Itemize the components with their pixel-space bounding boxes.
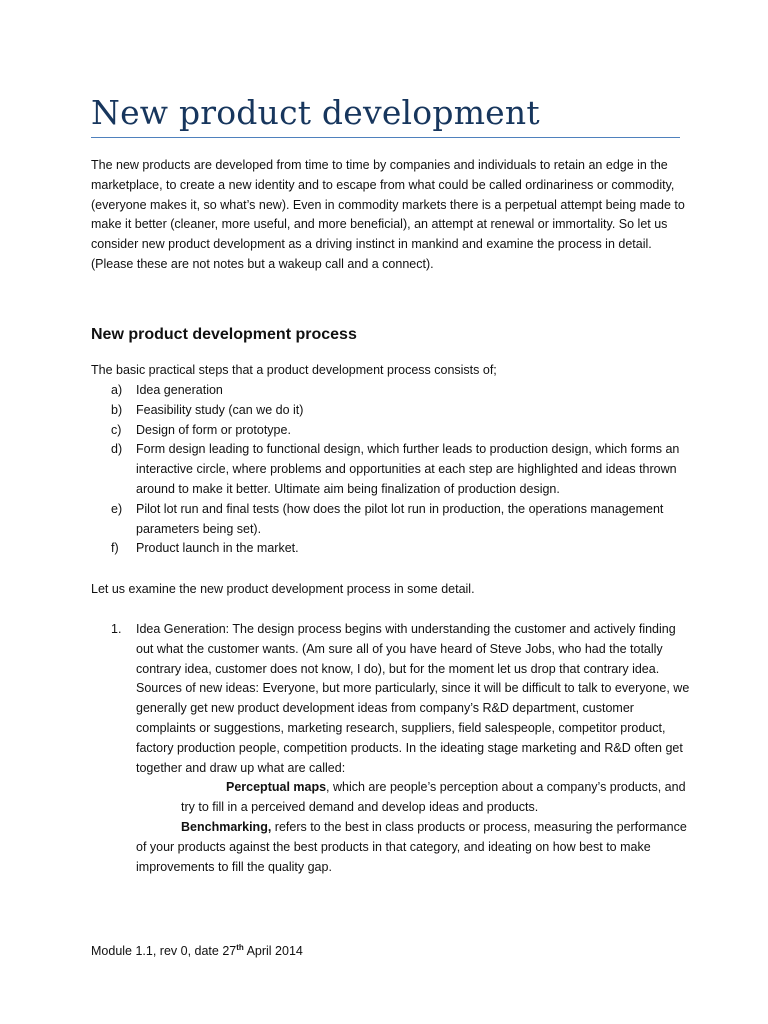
- list-item-text: Design of form or prototype.: [136, 422, 291, 437]
- detail-list: [91, 620, 691, 877]
- steps-list: [91, 381, 691, 559]
- examine-paragraph: Let us examine the new product development process in some detail.: [91, 582, 475, 596]
- list-item: [91, 500, 691, 540]
- page-footer: [91, 942, 303, 960]
- footer-text: Module 1.1, rev 0, date 27: [91, 944, 237, 958]
- list-item-text: Idea generation: [136, 383, 223, 397]
- detail-item: [91, 620, 691, 877]
- list-item-text: Pilot lot run and final tests (how does the pilot lot run in production, the operations management parameters being set).: [136, 501, 664, 536]
- perceptual-maps-text: , which are people’s perception about a company’s products, and try to fill in a perceived demand and develop ideas and products.: [181, 780, 686, 815]
- section-heading: New product development process: [91, 326, 357, 343]
- footer-superscript: th: [236, 943, 244, 952]
- list-item: [91, 381, 691, 401]
- list-item-text: Feasibility study (can we do it): [136, 402, 304, 417]
- list-marker: b): [111, 402, 123, 417]
- title-underline: [91, 137, 680, 138]
- list-marker: c): [111, 422, 122, 437]
- perceptual-maps-term: Perceptual maps: [226, 780, 327, 795]
- detail-number: 1.: [111, 622, 122, 636]
- idea-generation-text: Idea Generation: The design process begins with understanding the customer and actively finding out what the customer wants. (Am sure all of you have heard of Steve Jobs, who had the totally contrary idea, customer does not know, I do), but for the moment let us drop that contrary idea.: [136, 622, 676, 676]
- list-marker: e): [111, 501, 123, 516]
- sources-text: Sources of new ideas: Everyone, but more particularly, since it will be difficult to talk to everyone, we generally get new product development ideas from company’s R&D department, customer complaints or suggestions, marketing research, suppliers, field salespeople, competitor product, factory production people, competition products. In the ideating stage marketing and R&D often get together and draw up what are called:: [136, 681, 690, 775]
- document-title: New product development: [91, 93, 540, 132]
- list-item-text: Product launch in the market.: [136, 541, 299, 556]
- list-marker: a): [111, 383, 123, 397]
- list-item: [91, 440, 691, 499]
- perceptual-maps-paragraph: [136, 778, 691, 818]
- benchmarking-term: Benchmarking,: [181, 819, 272, 834]
- list-item: [91, 539, 691, 559]
- list-item-text: Form design leading to functional design, which further leads to production design, which forms an interactive circle, where problems and opportunities at each step are highlighted and ideas thrown around to make it better. Ultimate aim being finalization of production design.: [136, 442, 680, 496]
- list-item: [91, 421, 691, 441]
- list-marker: f): [111, 541, 119, 556]
- benchmarking-paragraph: [136, 818, 691, 877]
- list-marker: d): [111, 442, 123, 457]
- footer-text-after: April 2014: [243, 944, 303, 958]
- steps-lead-text: The basic practical steps that a product development process consists of;: [91, 363, 497, 377]
- benchmarking-text: refers to the best in class products or process, measuring the performance of your products against the best products in that category, and ideating on how best to make improvements to fill the quality gap.: [136, 819, 687, 874]
- list-item: [91, 401, 691, 421]
- intro-paragraph: The new products are developed from time to time by companies and individuals to retain an edge in the marketplace, to create a new identity and to escape from what could be called ordinariness or commodity, (everyone makes it, so what’s new). Even in commodity markets there is a perpetual attempt being made to make it better (cleaner, more useful, and more beneficial), an attempt at renewal or immortality. So let us consider new product development as a driving instinct in mankind and examine the process in detail. (Please these are not notes but a wakeup call and a connect).: [91, 158, 685, 271]
